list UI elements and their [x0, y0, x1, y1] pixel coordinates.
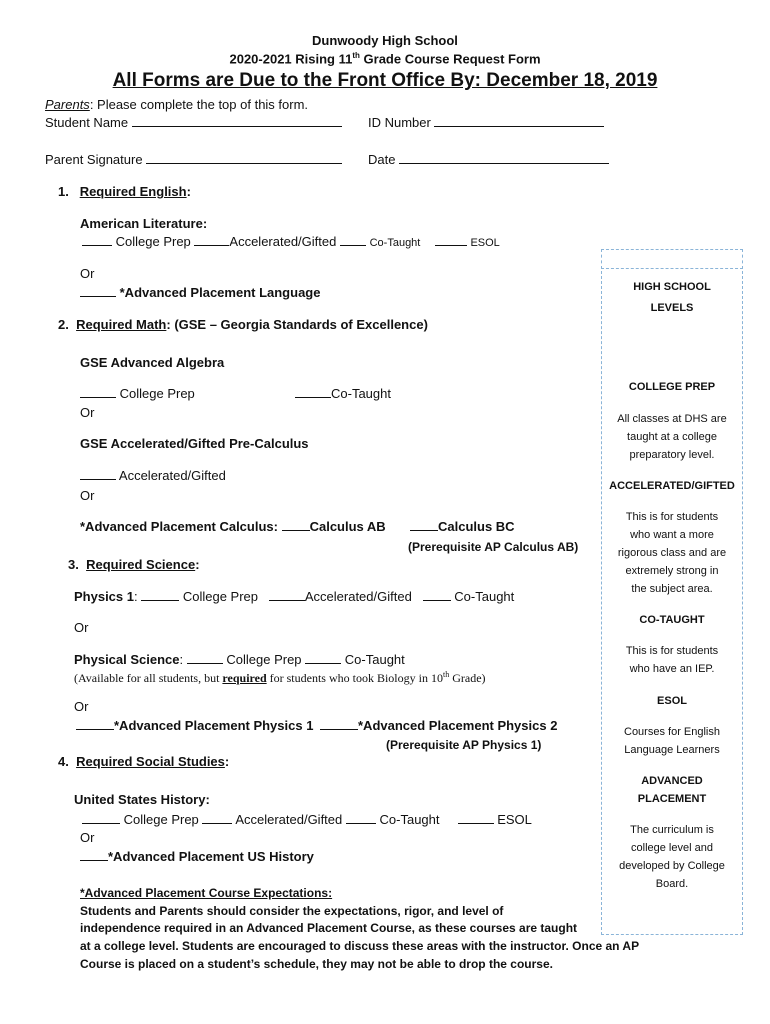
expectations-heading: *Advanced Placement Course Expectations: [80, 886, 333, 900]
expectations-line: Students and Parents should consider the expectations, rigor, and level of [80, 904, 504, 918]
sidebar-ag-text: This is for students who want a more rigorous class and are extremely strong in the subject area. [617, 511, 727, 595]
sidebar-cp-heading: COLLEGE PREP [628, 381, 716, 393]
form-title: 2020-2021 Rising 11th Grade Course Request Form [229, 51, 541, 67]
math-algebra-ct-option[interactable]: Co-Taught [295, 386, 391, 401]
science-physics-options[interactable]: Physics 1: College Prep Accelerated/Gifted Co-Taught [74, 589, 515, 604]
sidebar-ap-text: The curriculum is college level and developed by College Board. [619, 824, 725, 890]
english-ap-option[interactable]: *Advanced Placement Language [80, 285, 320, 300]
science-ap-physics-1[interactable]: *Advanced Placement Physics 1 [76, 718, 313, 733]
id-number-field[interactable]: ID Number [368, 115, 604, 130]
parents-instruction: Parents: Please complete the top of this form. [45, 97, 309, 112]
sidebar-esol-heading: ESOL [657, 695, 687, 707]
english-options[interactable]: College Prep Accelerated/Gifted Co-Taught ESOL [82, 234, 500, 249]
expectations-line: independence required in an Advanced Placement Course, as these courses are taught [80, 921, 578, 935]
math-precalc-ag-option[interactable]: Accelerated/Gifted [80, 468, 226, 483]
science-prereq: (Prerequisite AP Physics 1) [386, 738, 542, 752]
math-algebra-cp-option[interactable]: College Prep [80, 386, 195, 401]
expectations-line: Course is placed on a student’s schedule, they may not be able to drop the course. [80, 957, 553, 971]
english-course: American Literature: [80, 216, 208, 231]
math-heading: 2. Required Math: (GSE – Georgia Standards of Excellence) [58, 317, 428, 332]
due-date-heading: All Forms are Due to the Front Office By: December 18, 2019 [112, 70, 658, 91]
science-or-1: Or [74, 620, 89, 635]
math-or-1: Or [80, 405, 95, 420]
student-name-field[interactable]: Student Name [45, 115, 342, 130]
math-or-2: Or [80, 488, 95, 503]
sidebar-ag-heading: ACCELERATED/GIFTED [609, 480, 735, 492]
social-or: Or [80, 830, 95, 845]
parent-signature-field[interactable]: Parent Signature [45, 152, 342, 167]
sidebar-cp-text: All classes at DHS are taught at a college preparatory level. [617, 413, 727, 461]
date-field[interactable]: Date [368, 152, 609, 167]
social-course: United States History: [74, 792, 210, 807]
sidebar-ct-heading: CO-TAUGHT [639, 614, 705, 626]
science-physical-options[interactable]: Physical Science: College Prep Co-Taught [74, 652, 405, 667]
sidebar-ap-heading: ADVANCED PLACEMENT [637, 775, 707, 805]
expectations-line: at a college level. Students are encouraged to discuss these areas with the instructor. Once an AP [80, 939, 640, 953]
science-heading: 3. Required Science: [68, 557, 200, 572]
science-note: (Available for all students, but required for students who took Biology in 10th Grade) [74, 670, 486, 685]
science-ap-physics-2[interactable]: *Advanced Placement Physics 2 [320, 718, 557, 733]
math-course-precalc: GSE Accelerated/Gifted Pre-Calculus [80, 436, 309, 451]
school-name: Dunwoody High School [312, 33, 458, 48]
math-ap-calculus[interactable]: *Advanced Placement Calculus: Calculus AB [80, 519, 386, 534]
sidebar-title: HIGH SCHOOL LEVELS [633, 281, 711, 314]
math-course-algebra: GSE Advanced Algebra [80, 355, 225, 370]
english-or: Or [80, 266, 95, 281]
social-options[interactable]: College Prep Accelerated/Gifted Co-Taught ESOL [82, 812, 532, 827]
science-or-2: Or [74, 699, 89, 714]
math-prereq: (Prerequisite AP Calculus AB) [408, 540, 579, 554]
social-heading: 4. Required Social Studies: [58, 754, 230, 769]
social-ap-option[interactable]: *Advanced Placement US History [80, 849, 314, 864]
sidebar-esol-text: Courses for English Language Learners [624, 726, 720, 756]
sidebar-ct-text: This is for students who have an IEP. [625, 645, 719, 675]
math-calc-bc-option[interactable]: Calculus BC [410, 519, 515, 534]
english-heading: 1. Required English: [58, 184, 191, 199]
